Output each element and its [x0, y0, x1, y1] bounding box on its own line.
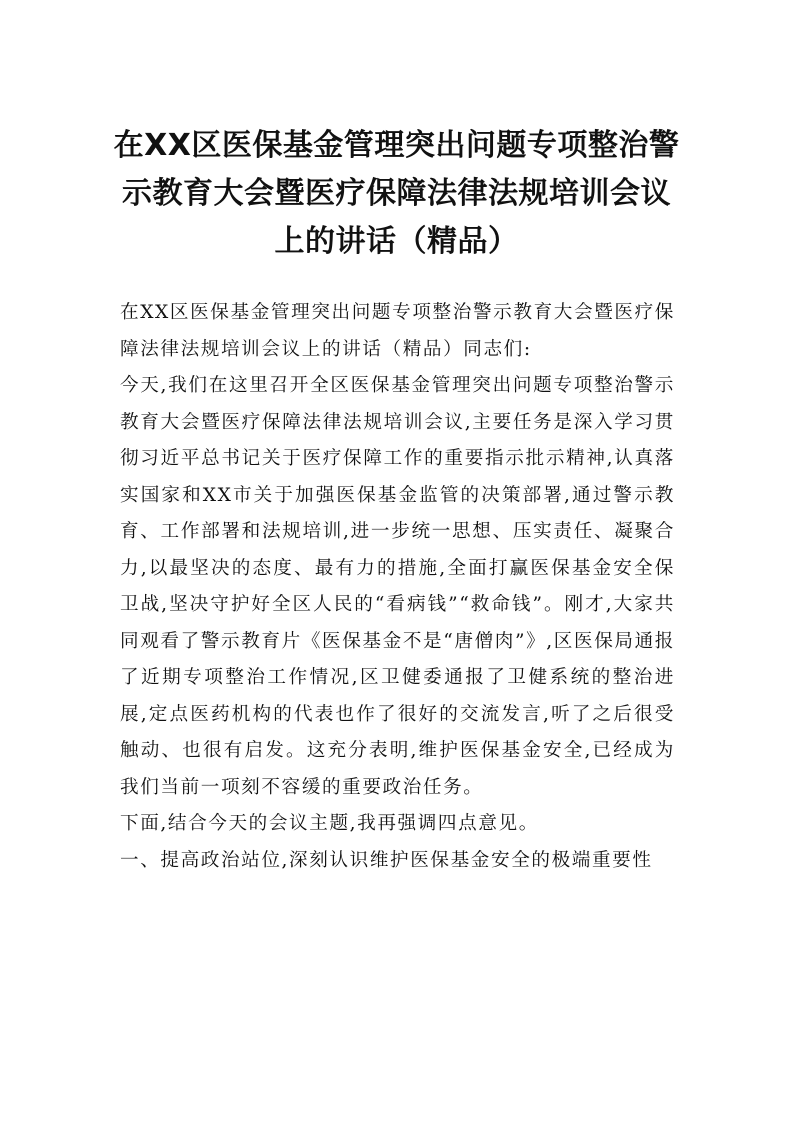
document-body [120, 295, 675, 879]
transition-paragraph: 下面,结合今天的会议主题,我再强调四点意见。 [120, 813, 539, 834]
document-title: 在XX区医保基金管理突出问题专项整治警示教育大会暨医疗保障法律法规培训会议上的讲话（精品） [113, 128, 680, 259]
section-heading-one: 一、提高政治站位,深刻认识维护医保基金安全的极端重要性 [120, 849, 653, 871]
introduction-paragraph: 今天,我们在这里召开全区医保基金管理突出问题专项整治警示教育大会暨医疗保障法律法规培训会议,主要任务是深入学习贯彻习近平总书记关于医疗保障工作的重要指示批示精神,认真落实国家和XX市关于加强医保基金监管的决策部署,通过警示教育、工作部署和法规培训,进一步统一思想、压实责任、凝聚合力,以最坚决的态度、最有力的措施,全面打赢医保基金安全保卫战,坚决守护好全区人民的“看病钱”“救命钱”。刚才,大家共同观看了警示教育片《医保基金不是“唐僧肉”》,区医保局通报了近期专项整治工作情况,区卫健委通报了卫健系统的整治进展,定点医药机构的代表也作了很好的交流发言,听了之后很受触动、也很有启发。这充分表明,维护医保基金安全,已经成为我们当前一项刻不容缓的重要政治任务。 [120, 375, 675, 798]
opening-paragraph: 在XX区医保基金管理突出问题专项整治警示教育大会暨医疗保障法律法规培训会议上的讲话（精品）同志们: [120, 302, 675, 360]
